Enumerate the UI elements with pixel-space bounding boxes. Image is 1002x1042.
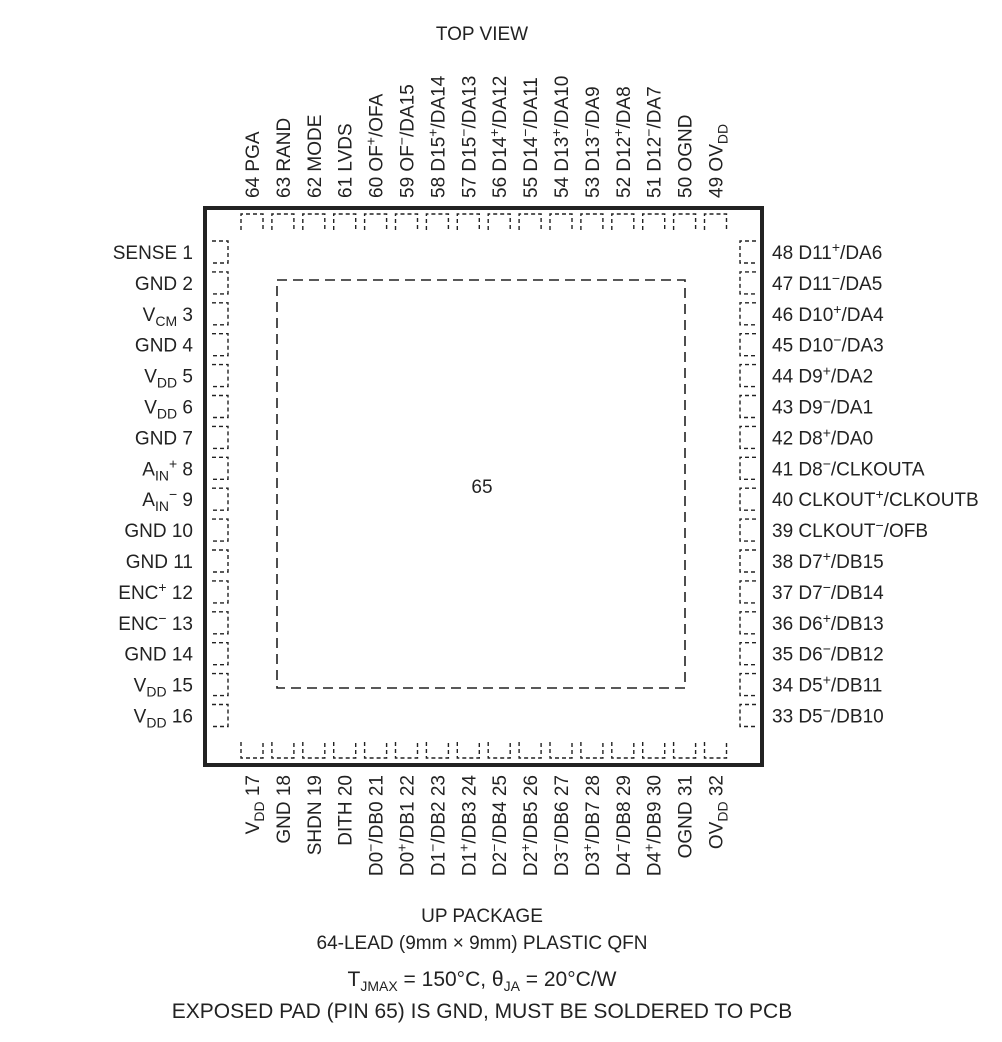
pin-label: 58 D15+/DA14: [424, 75, 450, 198]
pin-pad: [740, 334, 756, 356]
pin-label: OGND 31: [675, 775, 697, 859]
pin-label: ENC− 13: [118, 609, 193, 635]
pin-label: 51 D12−/DA7: [640, 86, 666, 198]
pin-label: D1−/DB2 23: [424, 775, 450, 877]
pin-label: 38 D7+/DB15: [772, 548, 884, 573]
pin-label: $V_{DD}$ 5: [144, 366, 193, 391]
pin-label: D2−/DB4 25: [486, 775, 512, 877]
pin-pad: [488, 742, 510, 758]
pin-pad: [212, 241, 228, 263]
pin-pad: [365, 214, 387, 230]
pin-label: 52 D12+/DA8: [609, 86, 635, 198]
pin-pad: [303, 742, 325, 758]
pin-pad: [674, 742, 696, 758]
pin-pad: [212, 488, 228, 510]
left-pins: [113, 241, 228, 731]
pin-pad: [674, 214, 696, 230]
pin-pad: [740, 488, 756, 510]
pin-pad: [457, 742, 479, 758]
pin-pad: [241, 742, 263, 758]
pin-pad: [426, 214, 448, 230]
pin-label: 44 D9+/DA2: [772, 362, 874, 388]
pin-pad: [550, 742, 572, 758]
pin-pad: [740, 550, 756, 572]
pin-pad: [740, 674, 756, 696]
pin-label: 41 D8−/CLKOUTA: [772, 455, 925, 481]
pin-label: 39 CLKOUT−/OFB: [772, 517, 929, 543]
pin-label: 50 OGND: [675, 114, 697, 198]
pin-label: D0+/DB1 22: [393, 775, 419, 877]
pin-label: $V_{DD}$ 16: [133, 706, 193, 731]
pin-label: 33 D5−/DB10: [772, 702, 884, 728]
pin-pad: [612, 214, 634, 230]
pin-label: 54 D13+/DA10: [548, 75, 573, 198]
pin-pad: [212, 272, 228, 294]
pin-pad: [581, 214, 603, 230]
pin-pad: [740, 581, 756, 603]
pin-label: 57 D15−/DA13: [455, 75, 481, 198]
pin-pad: [740, 303, 756, 325]
pin-label: 53 D13−/DA9: [578, 86, 604, 198]
right-pins: [740, 239, 979, 728]
pin-label: 40 CLKOUT+/CLKOUTB: [772, 486, 979, 512]
pin-pad: [426, 742, 448, 758]
pin-pad: [740, 643, 756, 665]
pin-pad: [705, 742, 727, 758]
pin-pad: [212, 303, 228, 325]
pin-label: 34 D5+/DB11: [772, 671, 883, 697]
pin-pad: [740, 272, 756, 294]
bottom-pins: [241, 742, 731, 876]
pin-label: 47 D11−/DA5: [772, 269, 883, 295]
pin-label: D2+/DB5 26: [517, 775, 543, 877]
pin-pad: [212, 705, 228, 727]
pin-label: 36 D6+/DB13: [772, 609, 884, 635]
pin-label: 49 $OV_{DD}$: [706, 123, 731, 198]
diagram-title: TOP VIEW: [435, 24, 529, 45]
pin-label: GND 14: [124, 644, 193, 666]
pin-pad: [581, 742, 603, 758]
pin-pad: [488, 214, 510, 230]
pin-pad: [272, 214, 294, 230]
pin-pad: [272, 742, 294, 758]
pin-pad: [396, 214, 418, 230]
pin-label: 43 D9−/DA1: [772, 393, 874, 419]
pin-label: D3−/DB6 27: [548, 775, 573, 877]
pin-pad: [396, 742, 418, 758]
pin-label: 42 D8+/DA0: [772, 424, 874, 450]
pin-label: GND 10: [124, 521, 193, 543]
pin-pad: [212, 581, 228, 603]
pin-label: 46 D10+/DA4: [772, 300, 884, 326]
exposed-pad-label: 65: [471, 477, 493, 498]
pin-pad: [740, 519, 756, 541]
pin-label: SHDN 19: [304, 775, 326, 856]
pin-pad: [740, 426, 756, 448]
package-description: 64-LEAD (9mm × 9mm) PLASTIC QFN: [316, 933, 648, 954]
pin-pad: [643, 742, 665, 758]
pin-label: 59 OF−/DA15: [393, 84, 419, 198]
pin-label: D3+/DB7 28: [578, 775, 604, 877]
pin-label: $V_{DD}$ 6: [144, 397, 193, 422]
pin-label: 37 D7−/DB14: [772, 578, 884, 604]
pin-label: 48 D11+/DA6: [772, 239, 883, 264]
pin-label: 60 OF+/OFA: [362, 93, 388, 198]
pin-pad: [519, 742, 541, 758]
pin-pad: [212, 612, 228, 634]
pin-label: 45 D10−/DA3: [772, 331, 884, 357]
pin-label: $V_{CM}$ 3: [142, 304, 193, 329]
pin-label: $V_{DD}$ 17: [243, 775, 267, 835]
pin-pad: [212, 334, 228, 356]
pin-label: 55 D14−/DA11: [517, 77, 543, 198]
pin-pad: [212, 426, 228, 448]
pin-label: $A_{IN}^-$ 9: [142, 486, 193, 515]
pin-label: SENSE 1: [112, 243, 193, 264]
pin-pad: [550, 214, 572, 230]
pin-pad: [365, 742, 387, 758]
pin-pad: [334, 214, 356, 230]
pin-pad: [457, 214, 479, 230]
pin-label: GND 18: [273, 775, 295, 844]
pin-pad: [212, 643, 228, 665]
exposed-pad-note: EXPOSED PAD (PIN 65) IS GND, MUST BE SOLDERED TO PCB: [171, 1000, 793, 1023]
pin-pad: [740, 457, 756, 479]
pin-label: $A_{IN}^+$ 8: [142, 455, 193, 484]
package-name: UP PACKAGE: [421, 906, 543, 927]
pin-pad: [519, 214, 541, 230]
pin-label: D4+/DB9 30: [640, 775, 666, 877]
pin-pad: [740, 612, 756, 634]
pin-label: 64 PGA: [243, 131, 264, 198]
pin-label: D0−/DB0 21: [362, 775, 388, 877]
pin-label: 62 MODE: [304, 114, 326, 198]
pin-label: 61 LVDS: [335, 123, 357, 198]
pin-label: GND 2: [134, 273, 193, 295]
pin-pad: [212, 365, 228, 387]
pin-pad: [643, 214, 665, 230]
pin-pad: [212, 550, 228, 572]
pin-pad: [334, 742, 356, 758]
pin-label: 56 D14+/DA12: [486, 75, 512, 198]
pin-pad: [740, 705, 756, 727]
pin-pad: [212, 457, 228, 479]
pin-label: GND 7: [134, 428, 193, 450]
pin-label: ENC+ 12: [118, 578, 193, 604]
pin-pad: [212, 519, 228, 541]
pin-pad: [612, 742, 634, 758]
pin-label: GND 4: [134, 335, 193, 357]
pin-label: 35 D6−/DB12: [772, 640, 884, 666]
pin-label: 63 RAND: [273, 117, 295, 198]
pin-label: GND 11: [125, 552, 193, 573]
pin-label: $OV_{DD}$ 32: [706, 775, 731, 850]
pin-pad: [241, 214, 263, 230]
pin-pad: [740, 365, 756, 387]
pin-pad: [740, 396, 756, 418]
pin-label: DITH 20: [335, 775, 357, 846]
thermal-spec: $T_{JMAX} = 150^\circ C$, $\theta_{JA} = 20^\circ C/W$: [347, 968, 617, 994]
pin-pad: [740, 241, 756, 263]
pin-pad: [212, 674, 228, 696]
pin-pad: [212, 396, 228, 418]
pin-pad: [303, 214, 325, 230]
pin-label: $V_{DD}$ 15: [133, 675, 193, 700]
pin-label: D1+/DB3 24: [455, 775, 481, 877]
pin-label: D4−/DB8 29: [609, 775, 635, 877]
pin-pad: [705, 214, 727, 230]
